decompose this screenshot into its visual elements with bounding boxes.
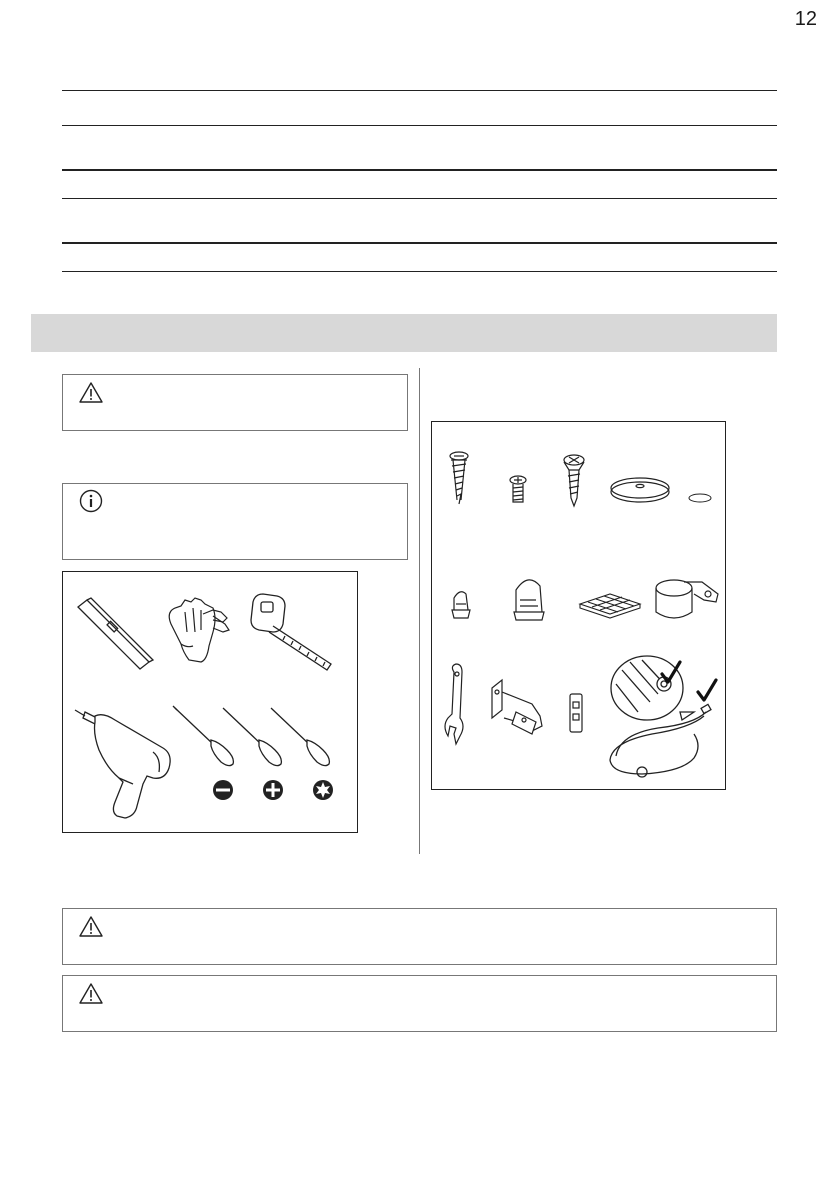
info-circle-icon [79, 489, 103, 513]
parts-figure [431, 421, 726, 790]
safety-gloves-icon [169, 598, 229, 662]
large-clip-icon [514, 580, 544, 620]
table-rule [62, 169, 777, 171]
hinge-bracket-icon [492, 680, 542, 734]
tape-measure-icon [251, 594, 331, 670]
info-notice [62, 483, 408, 560]
warning-notice [62, 374, 408, 431]
column-divider [419, 368, 420, 854]
short-screw-icon [510, 476, 526, 502]
flat-bit-icon [213, 780, 233, 800]
small-washer-icon [689, 494, 711, 502]
countersunk-screw-icon [564, 455, 584, 506]
table-rule [62, 90, 777, 91]
power-drill-icon [75, 710, 170, 818]
spirit-level-icon [78, 598, 153, 669]
spanner-icon [445, 664, 463, 744]
warning-triangle-icon [79, 915, 103, 939]
pipe-clamp-icon [656, 580, 718, 618]
table-rule [62, 125, 777, 126]
flat-screwdriver-icon [173, 706, 233, 766]
filter-pad-icon [580, 594, 640, 618]
wood-screw-icon [450, 452, 468, 504]
section-heading-bar [31, 314, 777, 352]
table-rule [62, 271, 777, 272]
large-washer-icon [611, 478, 669, 502]
parts-illustration [432, 422, 727, 791]
warning-notice [62, 975, 777, 1032]
phillips-bit-icon [263, 780, 283, 800]
warning-triangle-icon [79, 381, 103, 405]
warning-triangle-icon [79, 982, 103, 1006]
warning-notice [62, 908, 777, 965]
tools-illustration [63, 572, 359, 834]
table-rule [62, 198, 777, 199]
page-number: 12 [794, 8, 817, 30]
torx-bit-icon [313, 780, 333, 800]
spacer-block-icon [570, 694, 582, 732]
table-rule [62, 242, 777, 244]
tools-figure [62, 571, 358, 833]
small-clip-icon [452, 592, 470, 618]
check-mark-icon [698, 680, 716, 700]
